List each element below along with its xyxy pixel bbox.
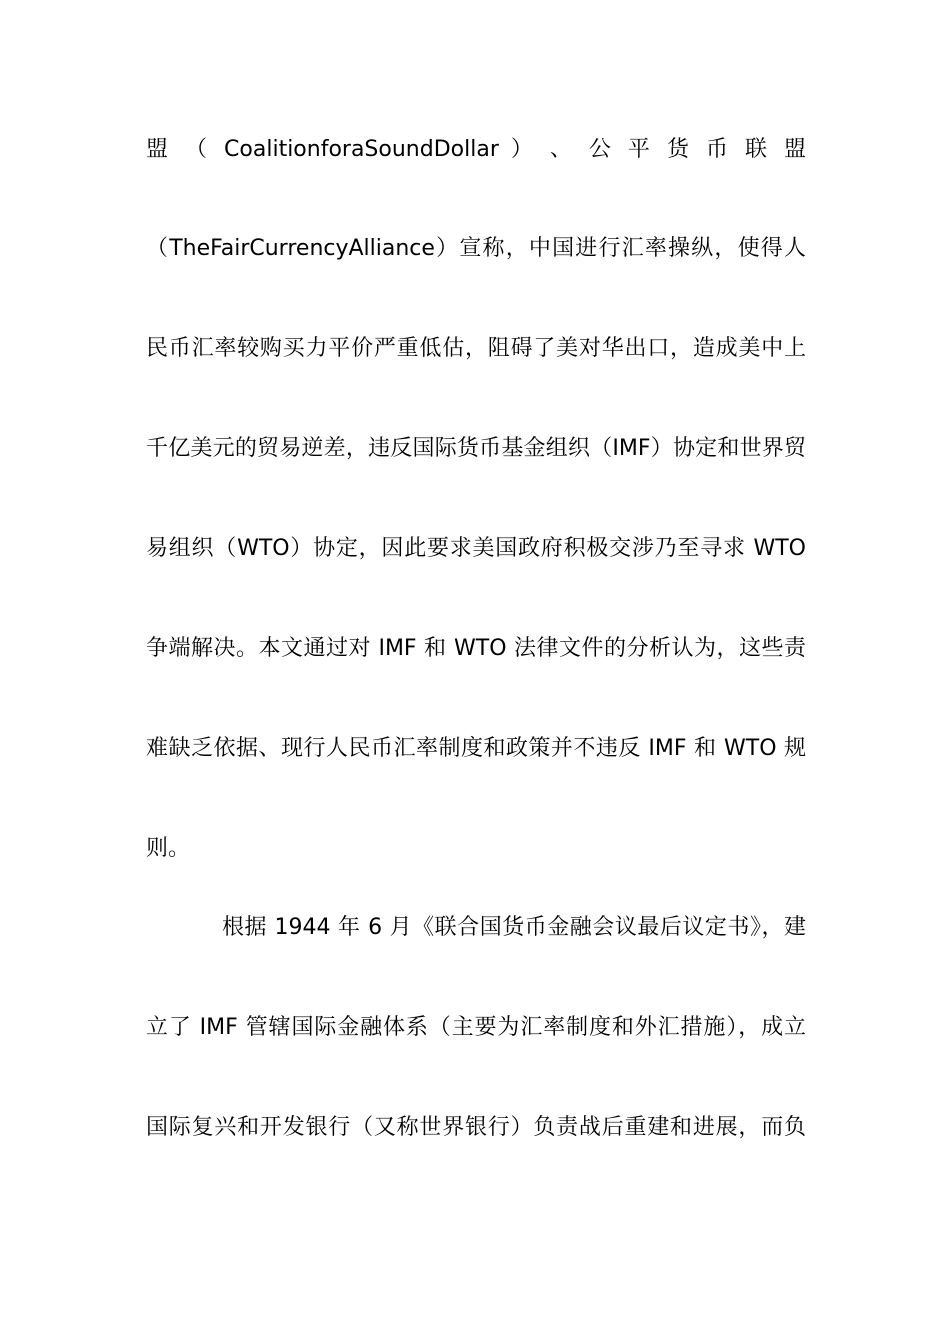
text-line-3: 民币汇率较购买力平价严重低估，阻碍了美对华出口，造成美中上 bbox=[146, 336, 806, 361]
text-line-10: 立了 IMF 管辖国际金融体系（主要为汇率制度和外汇措施），成立 bbox=[146, 1015, 806, 1040]
text-line-6: 争端解决。本文通过对 IMF 和 WTO 法律文件的分析认为，这些责 bbox=[146, 636, 806, 661]
text-line-11: 国际复兴和开发银行（又称世界银行）负责战后重建和进展，而负 bbox=[146, 1115, 806, 1140]
text-line-2: （TheFairCurrencyAlliance）宣称，中国进行汇率操纵，使得人 bbox=[146, 236, 806, 261]
text-line-1: 盟 （ CoalitionforaSoundDollar ） 、 公 平 货 币 联 盟 bbox=[146, 137, 806, 162]
text-line-5: 易组织（WTO）协定，因此要求美国政府积极交涉乃至寻求 WTO bbox=[146, 536, 806, 561]
text-line-9: 根据 1944 年 6 月《联合国货币金融会议最后议定书》，建 bbox=[222, 915, 806, 940]
text-line-8: 则。 bbox=[146, 836, 191, 861]
text-line-4: 千亿美元的贸易逆差，违反国际货币基金组织（IMF）协定和世界贸 bbox=[146, 436, 806, 461]
text-line-7: 难缺乏依据、现行人民币汇率制度和政策并不违反 IMF 和 WTO 规 bbox=[146, 736, 806, 761]
